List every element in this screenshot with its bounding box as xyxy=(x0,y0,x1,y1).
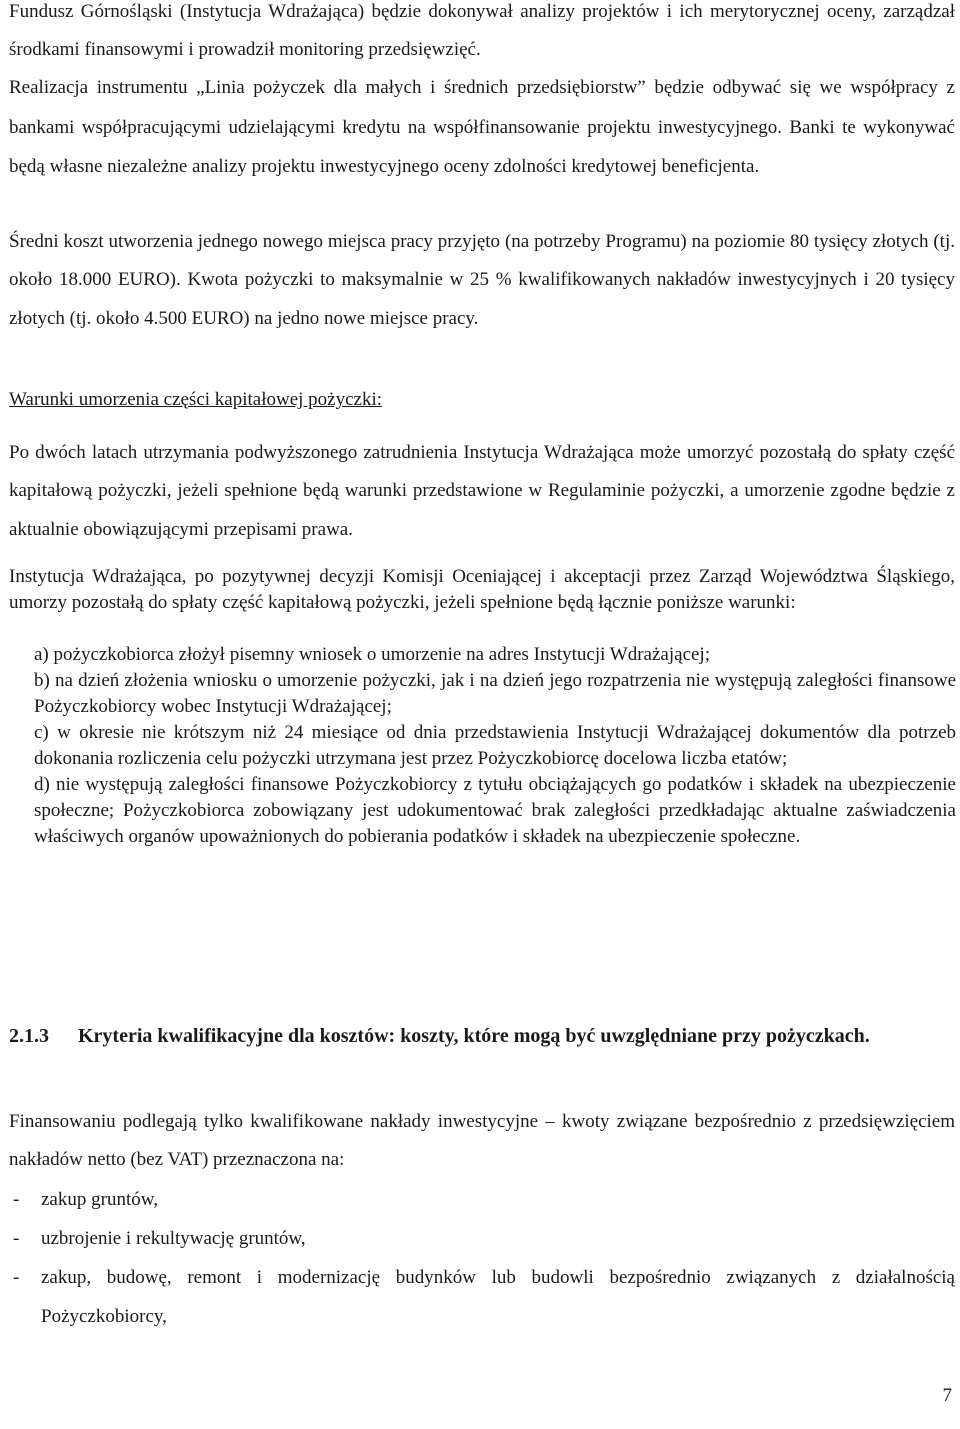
condition-d: d) nie występują zaległości finansowe Pożyczkobiorcy z tytułu obciążających go podatków i składek na ubezpieczenie społeczne; Pożyczkobiorca zobowiązany jest udokumentować brak zaległości przedkładając aktualne zaświadczenia właściwych organów upoważnionych do pobierania podatków i składek na ubezpieczenie społeczne. xyxy=(34,774,956,847)
list-dash: - xyxy=(13,1267,20,1288)
paragraph-finansowaniu: Finansowaniu podlegają tylko kwalifikowane nakłady inwestycyjne – kwoty związane bezpośrednio z przedsięwzięciem nakładów netto (bez VAT) przeznaczona na: xyxy=(9,1111,955,1171)
paragraph-fundusz: Fundusz Górnośląski (Instytucja Wdrażająca) będzie dokonywał analizy projektów i ich merytorycznej oceny, zarządzał środkami finansowymi i prowadził monitoring przedsięwzięć. xyxy=(9,1,955,61)
condition-a: a) pożyczkobiorca złożył pisemny wniosek o umorzenie na adres Instytucji Wdrażającej; xyxy=(34,644,710,665)
paragraph-instytucja: Instytucja Wdrażająca, po pozytywnej decyzji Komisji Oceniającej i akceptacji przez Zarząd Województwa Śląskiego, umorzy pozostałą do spłaty część kapitałową pożyczki, jeżeli spełnione będą łącznie poniższe warunki: xyxy=(9,566,955,613)
section-number: 2.1.3 xyxy=(9,1025,49,1047)
condition-b: b) na dzień złożenia wniosku o umorzenie pożyczki, jak i na dzień jego rozpatrzenia nie występują zaległości finansowe Pożyczkobiorcy wobec Instytucji Wdrażającej; xyxy=(34,670,956,717)
section-heading-text: Kryteria kwalifikacyjne dla kosztów: koszty, które mogą być uwzględniane przy pożyczkach. xyxy=(78,1025,870,1047)
page-number: 7 xyxy=(942,1385,952,1406)
eligible-item xyxy=(9,1219,955,1258)
paragraph-po-dwoch-latach: Po dwóch latach utrzymania podwyższonego zatrudnienia Instytucja Wdrażająca może umorzyć pozostałą do spłaty część kapitałową pożyczki, jeżeli spełnione będą warunki przedstawione w Regulaminie pożyczki, a umorzenie zgodne będzie z aktualnie obowiązującymi przepisami prawa. xyxy=(9,442,955,540)
eligible-item xyxy=(9,1258,955,1336)
eligible-item-text: zakup gruntów, xyxy=(41,1189,158,1210)
eligible-item-text: zakup, budowę, remont i modernizację budynków lub budowli bezpośrednio związanych z działalnością Pożyczkobiorcy, xyxy=(41,1267,955,1327)
section-heading-kryteria xyxy=(9,1016,955,1056)
list-dash: - xyxy=(13,1228,20,1249)
eligible-item xyxy=(9,1180,955,1219)
eligible-costs-list xyxy=(9,1180,955,1336)
eligible-item-text: uzbrojenie i rekultywację gruntów, xyxy=(41,1228,306,1249)
conditions-list xyxy=(34,642,956,850)
list-dash: - xyxy=(13,1189,20,1210)
paragraph-realizacja: Realizacja instrumentu „Linia pożyczek dla małych i średnich przedsiębiorstw” będzie odbywać się we współpracy z bankami współpracującymi udzielającymi kredytu na współfinansowanie projektu inwestycyjnego. Banki te wykonywać będą własne niezależne analizy projektu inwestycyjnego oceny zdolności kredytowej beneficjenta. xyxy=(9,77,955,177)
section-title-umorzenie: Warunki umorzenia części kapitałowej pożyczki: xyxy=(9,389,383,410)
condition-c: c) w okresie nie krótszym niż 24 miesiące od dnia przedstawienia Instytucji Wdrażającej dokumentów dla potrzeb dokonania rozliczenia celu pożyczki utrzymana jest przez Pożyczkobiorcę docelowa liczba etatów; xyxy=(34,722,956,769)
paragraph-sredni-koszt: Średni koszt utworzenia jednego nowego miejsca pracy przyjęto (na potrzeby Programu) na poziomie 80 tysięcy złotych (tj. około 18.000 EURO). Kwota pożyczki to maksymalnie w 25 % kwalifikowanych nakładów inwestycyjnych i 20 tysięcy złotych (tj. około 4.500 EURO) na jedno nowe miejsce pracy. xyxy=(9,231,955,329)
